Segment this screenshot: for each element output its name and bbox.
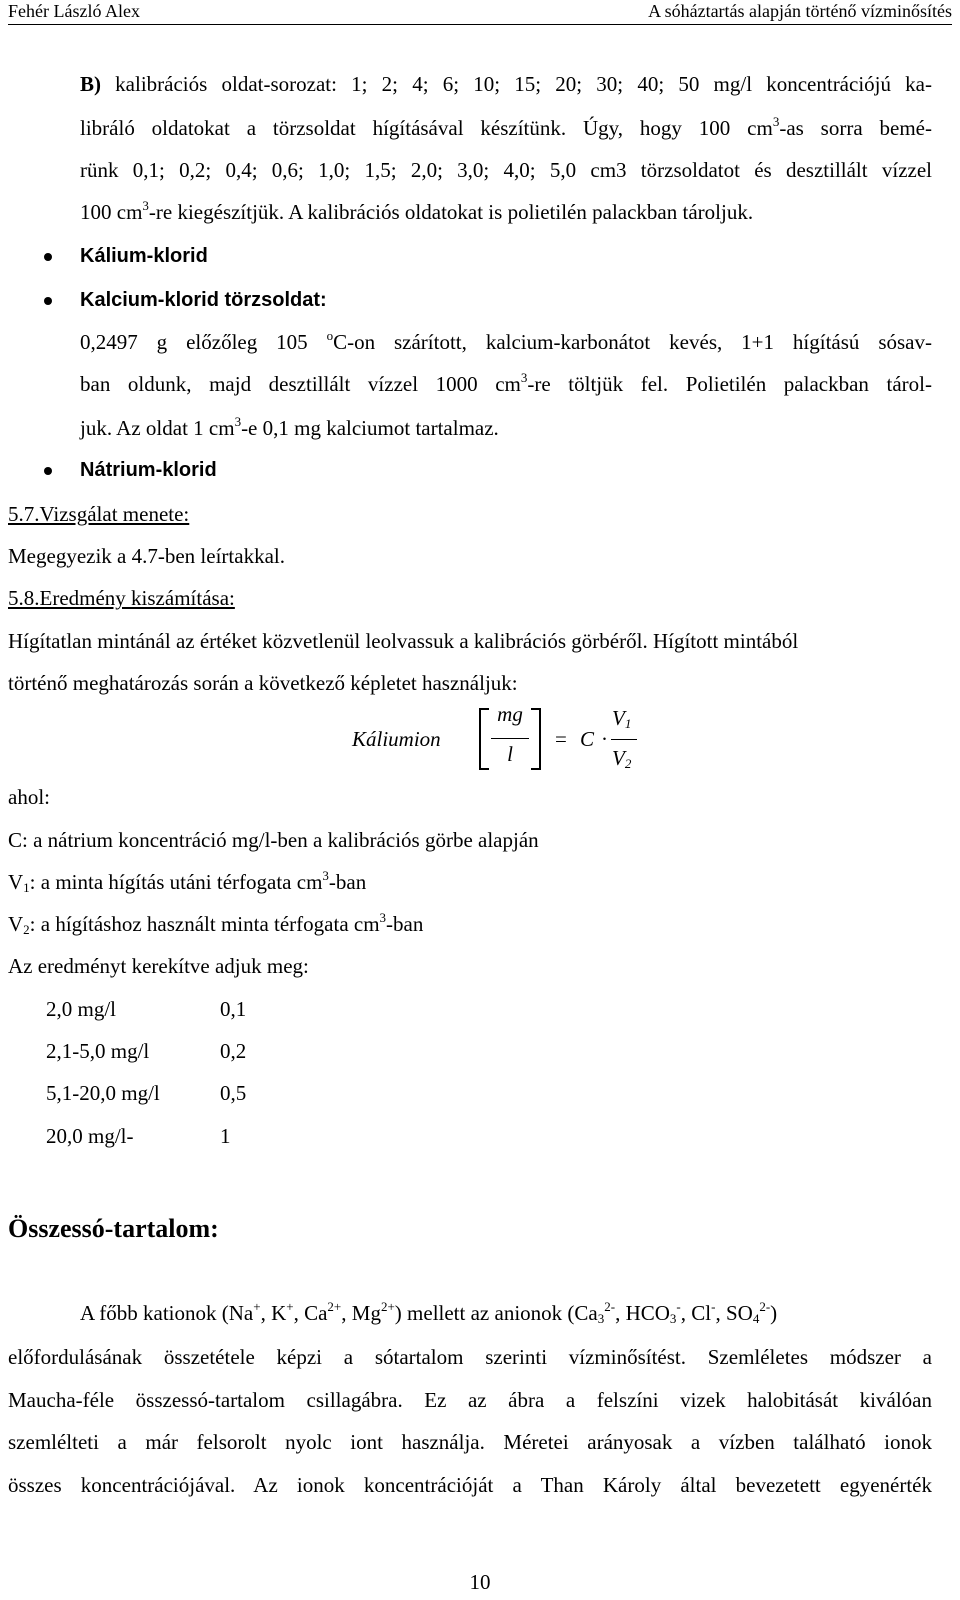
superscript: 3 — [520, 370, 528, 385]
formula-v1-letter: V — [612, 706, 625, 730]
superscript: 2+ — [327, 1299, 342, 1314]
superscript: 2+ — [380, 1299, 395, 1314]
formula-unit-numerator: mg — [497, 702, 523, 726]
superscript: - — [676, 1299, 681, 1314]
superscript: 3 — [322, 868, 329, 883]
def-v2-text: : a hígításhoz használt minta térfogata cm — [29, 912, 380, 936]
def-v2-letter: V — [8, 912, 24, 936]
osszesso-text: , K — [260, 1301, 287, 1325]
superscript: + — [253, 1299, 261, 1314]
osszesso-text: , Mg — [341, 1301, 381, 1325]
osszesso-text: , HCO — [615, 1301, 670, 1325]
section-5-8-line-1: Hígítatlan mintánál az értéket közvetlenül leolvassuk a kalibrációs görbéről. Hígított mintából — [8, 629, 799, 653]
section-5-7-text: Megegyezik a 4.7-ben leírtakkal. — [8, 544, 285, 568]
def-v1-text: : a minta hígítás utáni térfogata cm — [29, 870, 323, 894]
rounding-range: 2,1-5,0 mg/l — [46, 1039, 150, 1063]
superscript: - — [711, 1299, 716, 1314]
def-v2 — [8, 910, 423, 938]
rounding-value: 0,5 — [220, 1081, 247, 1105]
rounding-value: 0,1 — [220, 997, 247, 1021]
section-b-line-2 — [80, 114, 932, 142]
subscript: 4 — [752, 1311, 760, 1326]
section-b-text-1: kalibrációs oldat-sorozat: 1; 2; 4; 6; 10; 15; 20; 30; 40; 50 mg/l koncentrációjú ka- — [101, 72, 932, 96]
formula-c: C — [580, 727, 595, 751]
kalcium-text-1b: C-on szárított, kalcium-karbonátot kevés, 1+1 hígítású sósav- — [333, 330, 932, 354]
header-title: A sóháztartás alapján történő vízminősítés — [648, 1, 952, 21]
superscript: 3 — [142, 198, 149, 213]
osszesso-heading: Összessó-tartalom: — [8, 1214, 219, 1243]
section-b-line-4 — [80, 198, 753, 226]
header-author: Fehér László Alex — [8, 1, 140, 21]
formula-v2 — [612, 746, 631, 771]
osszesso-line-1 — [80, 1299, 777, 1327]
rounding-value: 1 — [220, 1124, 231, 1148]
formula-fraction-bar — [611, 739, 637, 740]
formula-lhs: Káliumion — [352, 727, 441, 751]
superscript: 2- — [604, 1299, 616, 1314]
bullet-icon — [44, 467, 52, 475]
osszesso-line-5: összes koncentrációjával. Az ionok koncentrációját a Than Károly által bevezetett egyenérték — [8, 1473, 932, 1497]
kalcium-text-1a: 0,2497 g előzőleg 105 — [80, 330, 327, 354]
bullet-kalium: Kálium-klorid — [80, 245, 208, 267]
kalcium-text-3b: -e 0,1 mg kalciumot tartalmaz. — [241, 416, 499, 440]
page-header — [8, 0, 952, 25]
kalcium-line-2 — [80, 370, 932, 398]
subscript: 3 — [597, 1311, 605, 1326]
osszesso-text: , Ca — [293, 1301, 328, 1325]
subscript: 3 — [669, 1311, 677, 1326]
formula-v2-letter: V — [612, 746, 625, 770]
def-v1-letter: V — [8, 870, 24, 894]
kalcium-text-2b: -re töltjük fel. Polietilén palackban tárol- — [527, 372, 932, 396]
formula-equals: = — [555, 727, 567, 751]
section-b-text-4b: -re kiegészítjük. A kalibrációs oldatokat is polietilén palackban tároljuk. — [148, 200, 754, 224]
def-c: C: a nátrium koncentráció mg/l-ben a kalibrációs görbe alapján — [8, 828, 539, 852]
formula-left-bracket — [479, 708, 489, 770]
subscript: 1 — [624, 716, 632, 731]
kalcium-text-3a: juk. Az oldat 1 cm — [80, 416, 235, 440]
superscript: 2- — [759, 1299, 771, 1314]
bullet-kalcium: Kalcium-klorid törzsoldat: — [80, 289, 327, 311]
osszesso-line-3: Maucha-féle összessó-tartalom csillagábra. Ez az ábra a felszíni vizek halobitását kiválóan — [8, 1388, 932, 1412]
superscript: + — [286, 1299, 294, 1314]
superscript: o — [326, 328, 334, 343]
section-5-8-heading: 5.8.Eredmény kiszámítása: — [8, 586, 235, 610]
osszesso-line-4: szemlélteti a már felsorolt nyolc iont használja. Méretei arányosak a vízben található ionok — [8, 1430, 932, 1454]
section-b-line-1 — [80, 70, 932, 98]
kalcium-line-1 — [80, 328, 932, 356]
page-number: 10 — [469, 1570, 491, 1594]
osszesso-text: , Cl — [680, 1301, 712, 1325]
rounding-range: 5,1-20,0 mg/l — [46, 1081, 160, 1105]
osszesso-text: , SO — [715, 1301, 753, 1325]
section-b-text-4a: 100 cm — [80, 200, 143, 224]
formula-dot: · — [601, 727, 608, 751]
superscript: 3 — [772, 114, 780, 129]
section-b-text-2a: libráló oldatokat a törzsoldat hígításával készítünk. Úgy, hogy 100 cm — [80, 116, 773, 140]
formula-v1 — [612, 706, 631, 731]
bullet-natrium: Nátrium-klorid — [80, 459, 217, 481]
superscript: 3 — [234, 414, 242, 429]
subscript: 2 — [23, 922, 30, 937]
rounding-value: 0,2 — [220, 1039, 247, 1063]
osszesso-line-2: előfordulásának összetétele képzi a sótartalom szerinti vízminősítést. Szemléletes módszer a — [8, 1345, 932, 1369]
osszesso-text: A főbb kationok (Na — [80, 1301, 254, 1325]
formula-fraction-bar — [491, 738, 529, 739]
def-v2-suffix: -ban — [386, 912, 424, 936]
kalcium-text-2a: ban oldunk, majd desztillált vízzel 1000 cm — [80, 372, 521, 396]
def-v1 — [8, 868, 366, 896]
rounding-range: 2,0 mg/l — [46, 997, 117, 1021]
rounding-range: 20,0 mg/l- — [46, 1124, 134, 1148]
def-v1-suffix: -ban — [328, 870, 367, 894]
bullet-icon — [44, 297, 52, 305]
bullet-icon — [44, 253, 52, 261]
formula-unit-denominator: l — [507, 742, 513, 766]
kalcium-line-3 — [80, 414, 499, 442]
osszesso-text: ) mellett az anionok (Ca — [394, 1301, 598, 1325]
def-round: Az eredményt kerekítve adjuk meg: — [8, 954, 309, 978]
subscript: 2 — [624, 756, 632, 771]
formula — [352, 702, 632, 776]
section-b-text-2b: -as sorra bemé- — [779, 116, 932, 140]
ahol-label: ahol: — [8, 785, 50, 809]
superscript: 3 — [379, 910, 387, 925]
osszesso-text: ) — [770, 1301, 778, 1325]
section-b-lead: B) — [80, 72, 101, 96]
section-5-8-line-2: történő meghatározás során a következő képletet használjuk: — [8, 671, 518, 695]
section-5-7-heading: 5.7.Vizsgálat menete: — [8, 502, 190, 526]
subscript: 1 — [23, 880, 30, 895]
formula-right-bracket — [531, 708, 541, 770]
section-b-line-3: rünk 0,1; 0,2; 0,4; 0,6; 1,0; 1,5; 2,0; 3,0; 4,0; 5,0 cm3 törzsoldatot és desztillált vízzel — [80, 158, 932, 182]
